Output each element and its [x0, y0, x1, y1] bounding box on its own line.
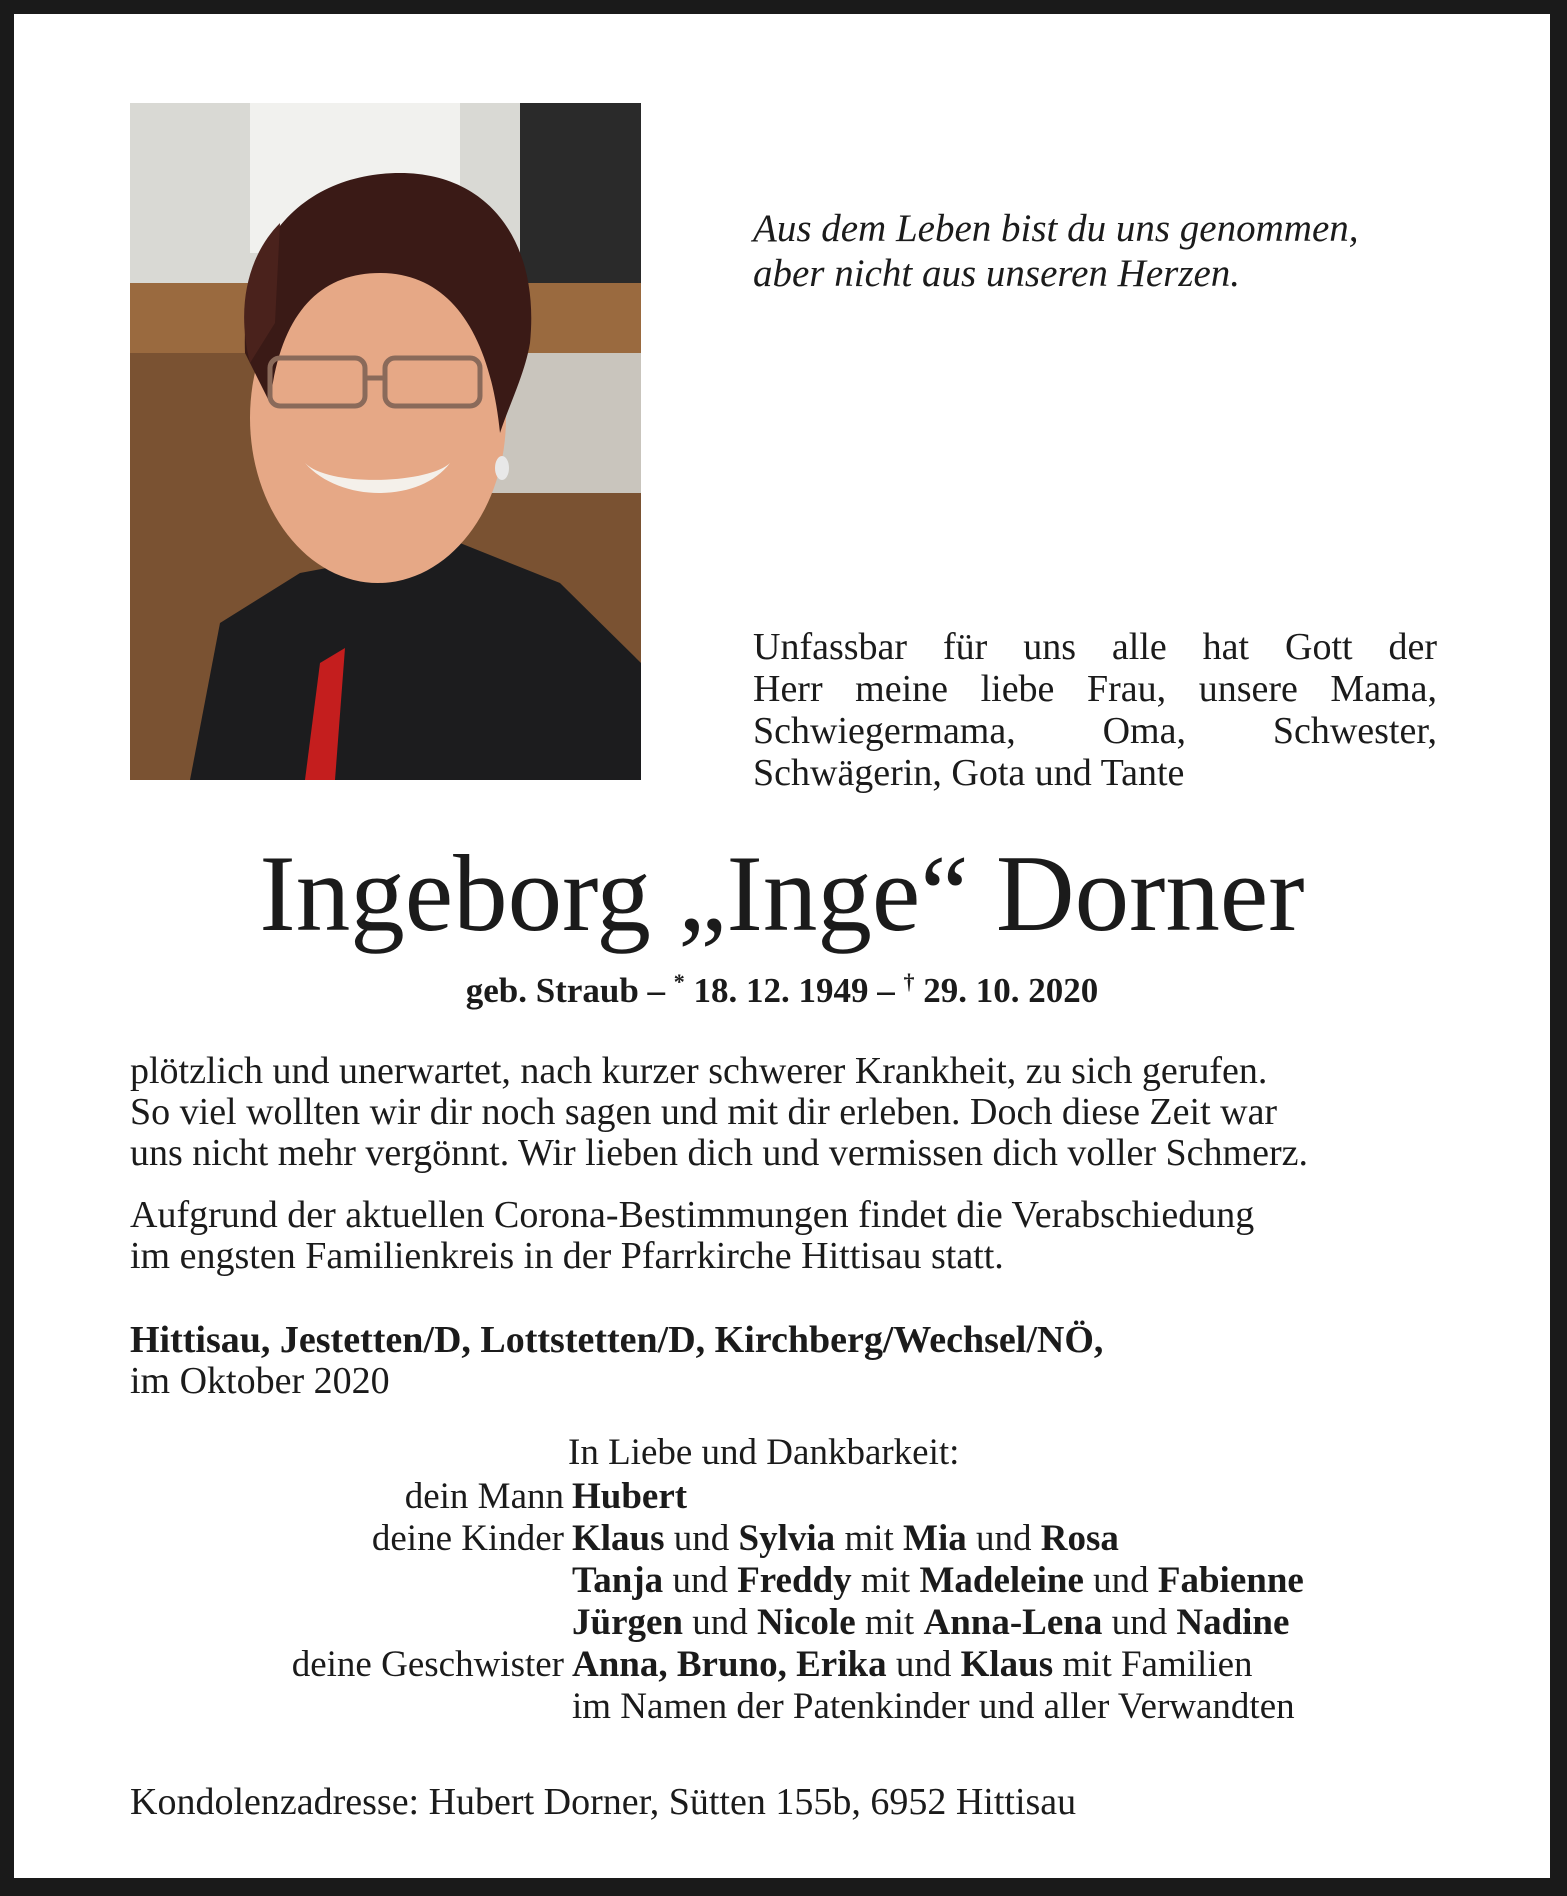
- death-symbol: †: [903, 969, 915, 994]
- mourner-row: [130, 1644, 1304, 1686]
- death-date: 29. 10. 2020: [914, 971, 1099, 1010]
- children-row-3: Jürgen und Nicole mit Anna-Lena und Nadine: [572, 1602, 1290, 1643]
- paragraph-2-line: Aufgrund der aktuellen Corona-Bestimmungen findet die Verabschiedung: [130, 1194, 1255, 1236]
- siblings-label: deine Geschwister: [291, 1644, 564, 1685]
- portrait-image: [130, 103, 641, 780]
- portrait-photo: [130, 103, 641, 780]
- place-towns: Hittisau, Jestetten/D, Lottstetten/D, Kirchberg/Wechsel/NÖ,: [130, 1319, 1104, 1361]
- husband-name: Hubert: [572, 1476, 688, 1517]
- quote-line-1: Aus dem Leben bist du uns genommen,: [753, 207, 1359, 250]
- children-row-1: Klaus und Sylvia mit Mia und Rosa: [572, 1518, 1119, 1559]
- mourner-row: [130, 1602, 1304, 1644]
- paragraph-2-line: im engsten Familienkreis in der Pfarrkirche Hittisau statt.: [130, 1235, 1004, 1277]
- husband-label: dein Mann: [404, 1476, 564, 1517]
- intro-line-1: Unfassbar für uns alle hat Gott der: [753, 626, 1437, 668]
- closing-line: im Namen der Patenkinder und aller Verwandten: [572, 1686, 1295, 1727]
- life-dates: [14, 962, 1550, 1011]
- intro-line-4: Schwägerin, Gota und Tante: [753, 752, 1185, 794]
- signature-intro: In Liebe und Dankbarkeit:: [568, 1432, 960, 1473]
- intro-line-3: Schwiegermama, Oma, Schwester,: [753, 710, 1437, 752]
- place-date: [130, 1320, 1450, 1402]
- paragraph-1-line: plötzlich und unerwartet, nach kurzer schwerer Krankheit, zu sich gerufen.: [130, 1050, 1268, 1092]
- born-prefix: geb. Straub –: [465, 971, 674, 1010]
- children-label: deine Kinder: [371, 1518, 564, 1559]
- intro-text: [753, 626, 1437, 794]
- paragraph-2: [130, 1195, 1442, 1277]
- mourner-row: [130, 1518, 1304, 1560]
- children-row-2: Tanja und Freddy mit Madeleine und Fabienne: [572, 1560, 1304, 1601]
- mourner-row: [130, 1686, 1304, 1728]
- signature-block: [130, 1432, 1450, 1728]
- paragraph-1-line: uns nicht mehr vergönnt. Wir lieben dich und vermissen dich voller Schmerz.: [130, 1132, 1308, 1174]
- paragraph-1: [130, 1051, 1442, 1174]
- deceased-name: Ingeborg „Inge“ Dorner: [259, 833, 1305, 954]
- mourner-row: [130, 1476, 1304, 1518]
- intro-line-2: Herr meine liebe Frau, unsere Mama,: [753, 668, 1437, 710]
- birth-symbol: *: [673, 969, 685, 994]
- mourner-row: [130, 1560, 1304, 1602]
- condolence-address: Kondolenzadresse: Hubert Dorner, Sütten 155b, 6952 Hittisau: [130, 1781, 1077, 1823]
- birth-date: 18. 12. 1949 –: [684, 971, 904, 1010]
- place-month: im Oktober 2020: [130, 1360, 390, 1402]
- siblings-row: Anna, Bruno, Erika und Klaus mit Familien: [572, 1644, 1253, 1685]
- mourners-table: [130, 1476, 1304, 1728]
- obituary-card: [14, 14, 1550, 1878]
- paragraph-1-line: So viel wollten wir dir noch sagen und mit dir erleben. Doch diese Zeit war: [130, 1091, 1278, 1133]
- memorial-quote: [753, 206, 1513, 296]
- quote-line-2: aber nicht aus unseren Herzen.: [753, 252, 1241, 295]
